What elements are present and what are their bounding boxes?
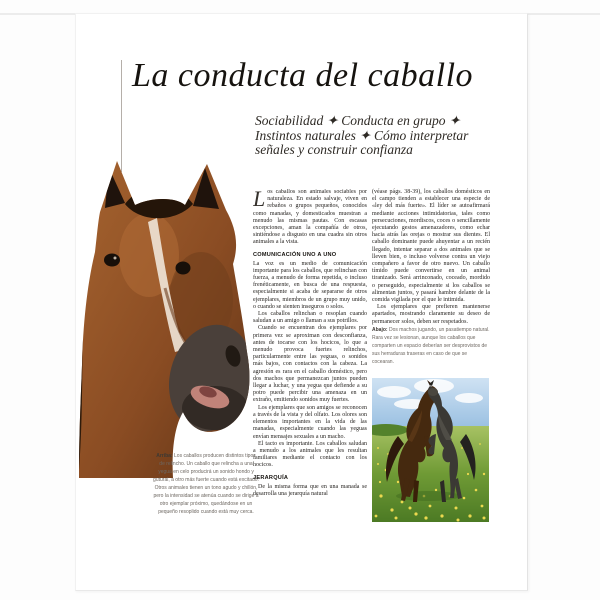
body-column-1: [253, 189, 367, 551]
body-paragraph: De la misma forma que en una manada se desarrolla una jerarquía natural: [253, 483, 367, 497]
chapter-title: La conducta del caballo: [132, 57, 474, 94]
caption-label: Arriba:: [156, 453, 173, 459]
photo-caption-arriba: [153, 452, 259, 516]
chapter-subtitle: Sociabilidad ✦ Conducta en grupo ✦ Instintos naturales ✦ Cómo interpretar señales y construir confianza: [255, 113, 469, 157]
body-paragraph: Cuando se encuentran dos ejemplares por primera vez se aproximan con desconfianza, antes de tocarse con los hocicos, lo que a menudo provoca fuertes relinchos, particularmente entre las yeguas, o sonidos más bajos, con contactos con la cabeza. La agresión es rara en el caballo doméstico, pero dos machos que permanezcan juntos pueden llegar a luchar, y una yegua que defiende a su potro puede percibir una amenaza en un extraño, emitiendo sonidos muy fuertes.: [253, 325, 367, 404]
intro-text: os caballos son animales sociables por naturaleza. En estado salvaje, viven en rebaños o grupos pequeños, conocidos como manadas, y domesticados muestran a menudo las mismas pautas. Con escasas excepciones, aman la compañía de otros, sintiéndose a disgusto en una cuadra sin otros animales a la vista.: [253, 189, 367, 246]
horse-head-photo: [79, 160, 251, 478]
body-paragraph: (véase págs. 38-39), los caballos domésticos en el campo tienden a establecer una especie de «ley del más fuerte». El líder se autoafirmará mediante acciones intimidatorias, tales como persecuciones, mordiscos, coces o sencillamente ejecutando gestos amenazadores, como echar hacia atrás las orejas o mostrar sus dientes. El caballo dominante puede ahuyentar a un recién llegado, intentar separar a dos animales que se lleven bien, o incluso volverse contra un viejo compañero a favor de otro nuevo. Un caballo tímido puede convertirse en un animal tiranizado. Será arrinconado, coceado, mordido o perseguido, especialmente si los caballos se alimentan juntos, y pasará hambre delante de la comida vigilada por el que le intimida.: [372, 189, 490, 304]
caption-label: Abajo:: [372, 326, 388, 333]
title-vertical-rule: [121, 60, 122, 172]
body-column-2: [372, 189, 490, 522]
body-paragraph: Los ejemplares que prefieren mantenerse apartados, mostrando claramente su deseo de permanecer solos, deben ser respetados.: [372, 304, 490, 325]
section-heading-jerarquia: JERARQUÍA: [253, 474, 289, 481]
photo-caption-abajo: [372, 326, 490, 366]
right-eye: [176, 262, 191, 275]
body-paragraph: La voz es un medio de comunicación importante para los caballos, que relinchan con fuerza, a menudo de forma repetida, o incluso frenéticamente, en busca de una respuesta, especialmente si acaba de separarse de otros ejemplares, miembros de un grupo muy unido, o cuando se sienten inseguros o solos.: [253, 260, 367, 310]
body-paragraph: Los ejemplares que son amigos se reconocen a través de la vista y del olfato. Los olores son elementos importantes en la vida de las manadas, especialmente cuando las yeguas envían mensajes sexuales a un macho.: [253, 404, 367, 440]
eye-glint: [114, 257, 117, 260]
body-paragraph: El tacto es importante. Los caballos saludan a menudo a los animales que les resultan familiares mediante el contacto con los hocicos.: [253, 440, 367, 469]
caption-text: Los caballos producen distintos tipos de relincho. Un caballo que relincha a una yegua en celo producirá un sonido hondo y gutural, a otro más fuerte cuando está excitado. Otros animales tienen un tono agudo y chillón, pero la intensidad se atenúa cuando se dirige a otro ejemplar próximo, quedándose en un pequeño resoplido cuando está muy cerca.: [153, 453, 259, 515]
left-eye: [104, 254, 120, 267]
caption-text: Dos machos jugando, un pasatiempo natural. Rara vez se lesionan, aunque los caballos que comparten un espacio deberían ser desprovistos de sus herraduras traseras en caso de que se cocearan.: [372, 326, 490, 365]
drop-cap: L: [253, 189, 266, 211]
horses-playing-photo: [372, 378, 489, 522]
magazine-page: [75, 13, 528, 591]
section-heading-comunicacion: COMUNICACIÓN UNO A UNO: [253, 251, 337, 258]
intro-paragraph: [253, 189, 367, 247]
body-paragraph: Los caballos relinchan o resoplan cuando saludan a un amigo o llaman a sus potrillos.: [253, 311, 367, 325]
